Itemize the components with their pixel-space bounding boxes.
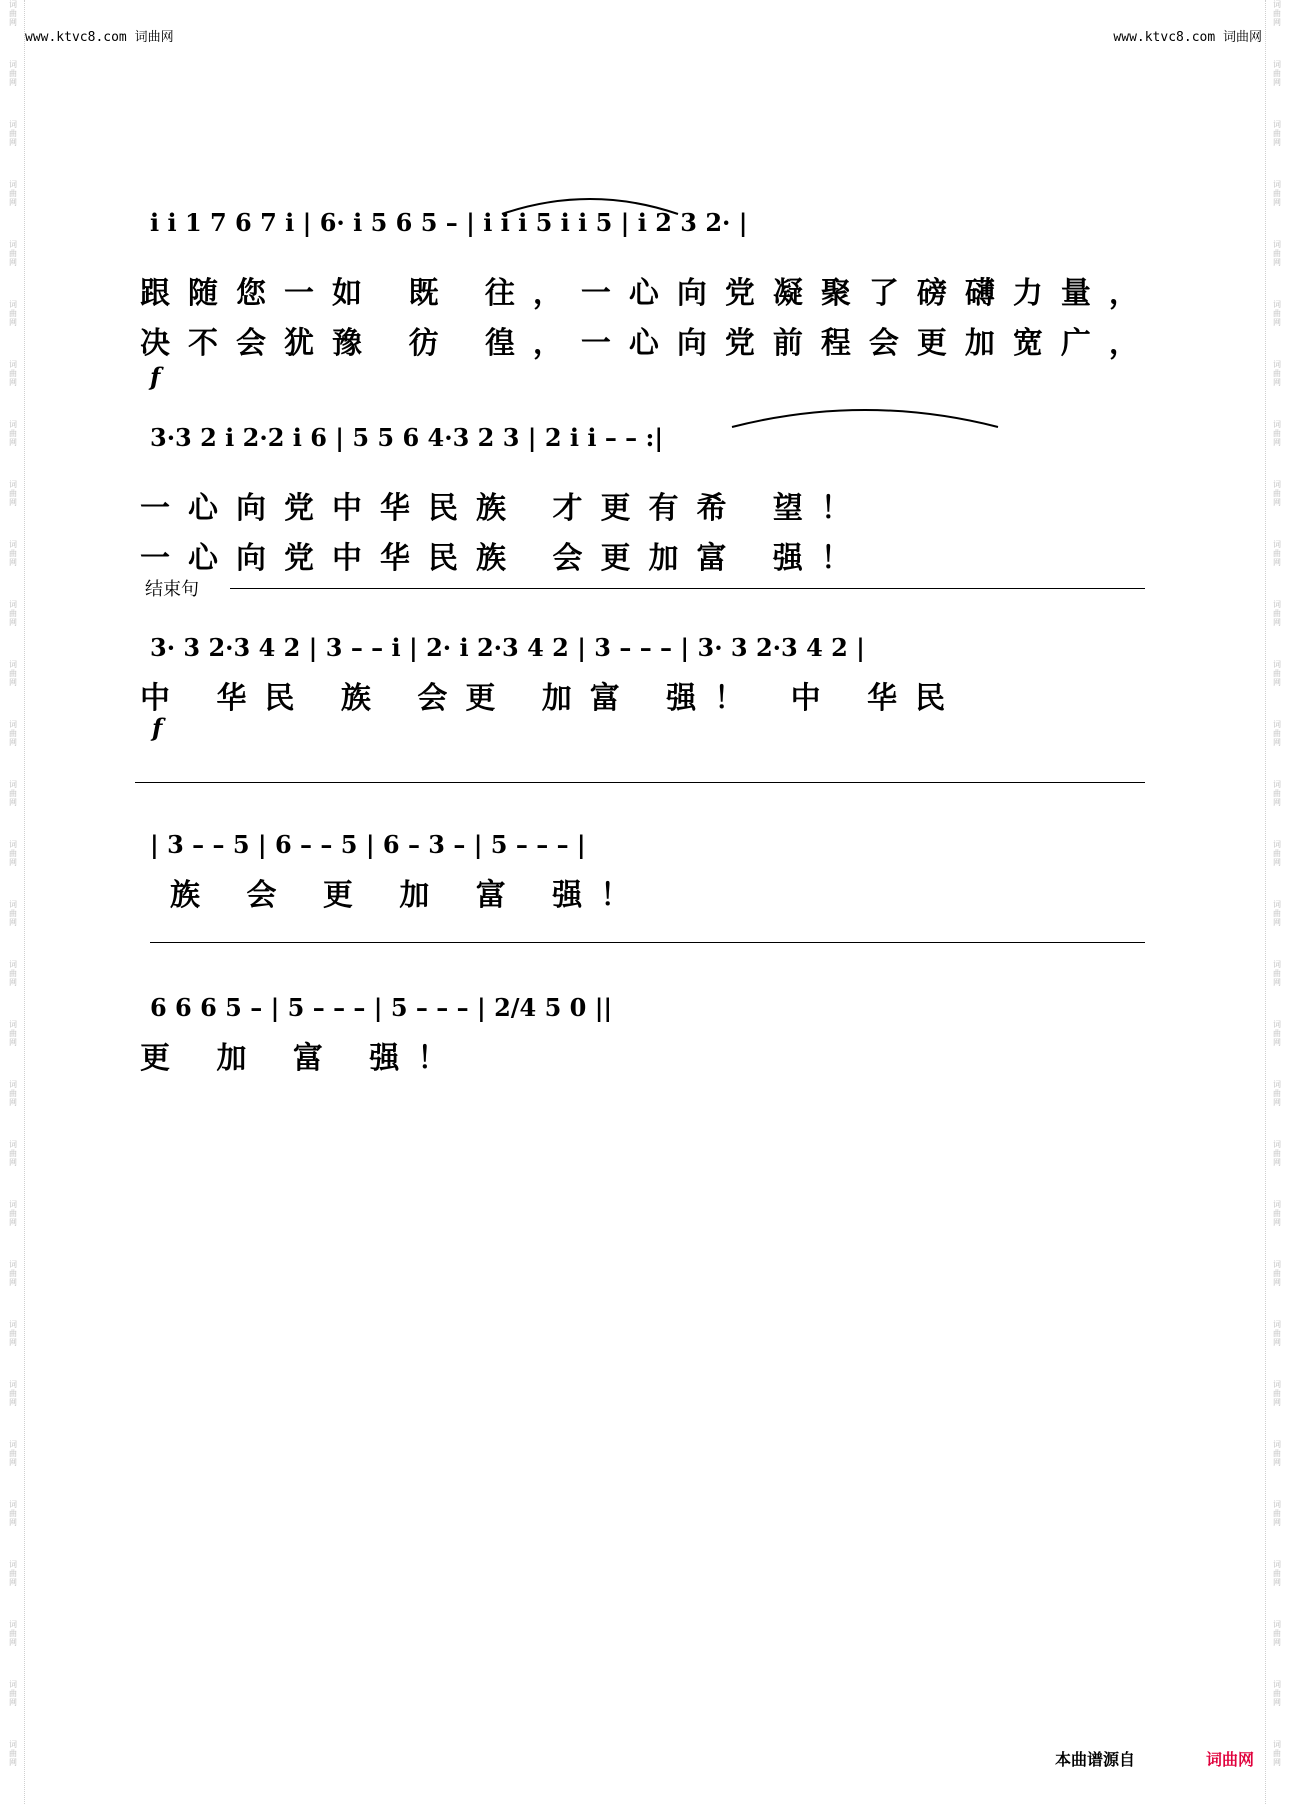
watermark-text: 词曲网 <box>9 120 17 147</box>
slur-mark <box>730 401 1000 429</box>
watermark-text: 词曲网 <box>9 0 17 27</box>
ending-label: 结束句 <box>145 579 199 600</box>
watermark-text: 词曲网 <box>1273 1380 1281 1407</box>
watermark-text: 词曲网 <box>9 1200 17 1227</box>
watermark-text: 词曲网 <box>9 1740 17 1767</box>
watermark-text: 词曲网 <box>1273 1140 1281 1167</box>
watermark-text: 词曲网 <box>9 1320 17 1347</box>
notation-text: 3·3 2 i 2·2 i 6 | 5 5 6 4·3 2 3 | 2 i i – – :| <box>150 423 664 452</box>
watermark-text: 词曲网 <box>1273 360 1281 387</box>
notation-text: | 3 – – 5 | 6 – – 5 | 6 – 3 – | 5 – – – | <box>150 830 586 859</box>
watermark-text: 词曲网 <box>1273 540 1281 567</box>
watermark-text: 词曲网 <box>9 60 17 87</box>
lyric-line: 更 加 富 强！ <box>140 1041 466 1076</box>
notation-text: 6 6 6 5 – | 5 – – – | 5 – – – | 2/4 5 0 || <box>150 993 613 1022</box>
dynamic-marking: f <box>150 362 161 391</box>
watermark-text: 词曲网 <box>1273 180 1281 207</box>
notation-line <box>140 822 1150 862</box>
watermark-text: 词曲网 <box>9 1440 17 1467</box>
notation-line <box>140 625 1150 665</box>
watermark-text: 词曲网 <box>1273 1620 1281 1647</box>
watermark-text: 词曲网 <box>9 780 17 807</box>
lyric-verse-1: 一心向党中华民族 才更有希 望！ <box>140 491 869 526</box>
notation-line <box>140 985 1150 1025</box>
watermark-text: 词曲网 <box>9 960 17 987</box>
watermark-text: 词曲网 <box>1273 1680 1281 1707</box>
watermark-text: 词曲网 <box>9 660 17 687</box>
lyric-line: 中 华民 族 会更 加富 强！ 中 华民 <box>140 681 964 716</box>
watermark-text: 词曲网 <box>1273 1320 1281 1347</box>
left-watermark-strip <box>2 0 25 1804</box>
watermark-text: 词曲网 <box>1273 600 1281 627</box>
watermark-text: 词曲网 <box>1273 1260 1281 1287</box>
watermark-text: 词曲网 <box>9 1020 17 1047</box>
watermark-text: 词曲网 <box>1273 240 1281 267</box>
notation-text: 3· 3 2·3 4 2 | 3 – – i | 2· i 2·3 4 2 | 3 – – – | 3· 3 2·3 4 2 | <box>150 633 865 662</box>
watermark-text: 词曲网 <box>9 1620 17 1647</box>
watermark-text: 词曲网 <box>1273 300 1281 327</box>
lyric-verse-1: 跟随您一如 既 往，一心向党凝聚了磅礴力量， <box>140 276 1157 311</box>
watermark-text: 词曲网 <box>9 1500 17 1527</box>
watermark-text: 词曲网 <box>9 360 17 387</box>
watermark-text: 词曲网 <box>1273 1200 1281 1227</box>
slur-mark <box>500 190 680 216</box>
footer-source-link[interactable]: 词曲网 <box>1205 1750 1254 1769</box>
watermark-text: 词曲网 <box>1273 840 1281 867</box>
right-watermark-strip <box>1265 0 1288 1804</box>
watermark-text: 词曲网 <box>1273 60 1281 87</box>
ending-bracket-line <box>135 782 1145 783</box>
lyric-verse-2: 一心向党中华民族 会更加富 强！ <box>140 541 869 576</box>
watermark-text: 词曲网 <box>9 180 17 207</box>
lyric-line: 族 会 更 加 富 强！ <box>170 878 649 913</box>
footer-source-note: 本曲谱源自 <box>1055 1750 1136 1769</box>
watermark-text: 词曲网 <box>1273 660 1281 687</box>
watermark-text: 词曲网 <box>9 420 17 447</box>
watermark-text: 词曲网 <box>1273 960 1281 987</box>
watermark-text: 词曲网 <box>9 1260 17 1287</box>
watermark-text: 词曲网 <box>9 1380 17 1407</box>
watermark-text: 词曲网 <box>1273 1020 1281 1047</box>
watermark-text: 词曲网 <box>1273 1740 1281 1767</box>
dynamic-marking: f <box>152 713 163 742</box>
header-left-link[interactable]: www.ktvc8.com 词曲网 <box>25 30 174 45</box>
watermark-text: 词曲网 <box>1273 1560 1281 1587</box>
watermark-text: 词曲网 <box>9 1680 17 1707</box>
ending-bracket-line <box>150 942 1145 943</box>
lyric-verse-2: 决不会犹豫 彷 徨，一心向党前程会更加宽广， <box>140 326 1157 361</box>
watermark-text: 词曲网 <box>9 840 17 867</box>
watermark-text: 词曲网 <box>1273 1500 1281 1527</box>
header-right-link[interactable]: www.ktvc8.com 词曲网 <box>1113 30 1262 45</box>
watermark-text: 词曲网 <box>9 1080 17 1107</box>
watermark-text: 词曲网 <box>1273 480 1281 507</box>
watermark-text: 词曲网 <box>1273 720 1281 747</box>
watermark-text: 词曲网 <box>9 600 17 627</box>
watermark-text: 词曲网 <box>1273 780 1281 807</box>
watermark-text: 词曲网 <box>1273 1080 1281 1107</box>
watermark-text: 词曲网 <box>1273 900 1281 927</box>
watermark-text: 词曲网 <box>1273 420 1281 447</box>
watermark-text: 词曲网 <box>1273 120 1281 147</box>
watermark-text: 词曲网 <box>1273 1440 1281 1467</box>
watermark-text: 词曲网 <box>9 1560 17 1587</box>
watermark-text: 词曲网 <box>9 1140 17 1167</box>
watermark-text: 词曲网 <box>1273 0 1281 27</box>
watermark-text: 词曲网 <box>9 240 17 267</box>
watermark-text: 词曲网 <box>9 300 17 327</box>
watermark-text: 词曲网 <box>9 540 17 567</box>
ending-bracket-line <box>230 588 1145 589</box>
watermark-text: 词曲网 <box>9 480 17 507</box>
watermark-text: 词曲网 <box>9 720 17 747</box>
notation-text: i i 1 7 6 7 i | 6· i 5 6 5 – | i i i 5 i i 5 | i 2 3 2· | <box>150 208 748 237</box>
watermark-text: 词曲网 <box>9 900 17 927</box>
